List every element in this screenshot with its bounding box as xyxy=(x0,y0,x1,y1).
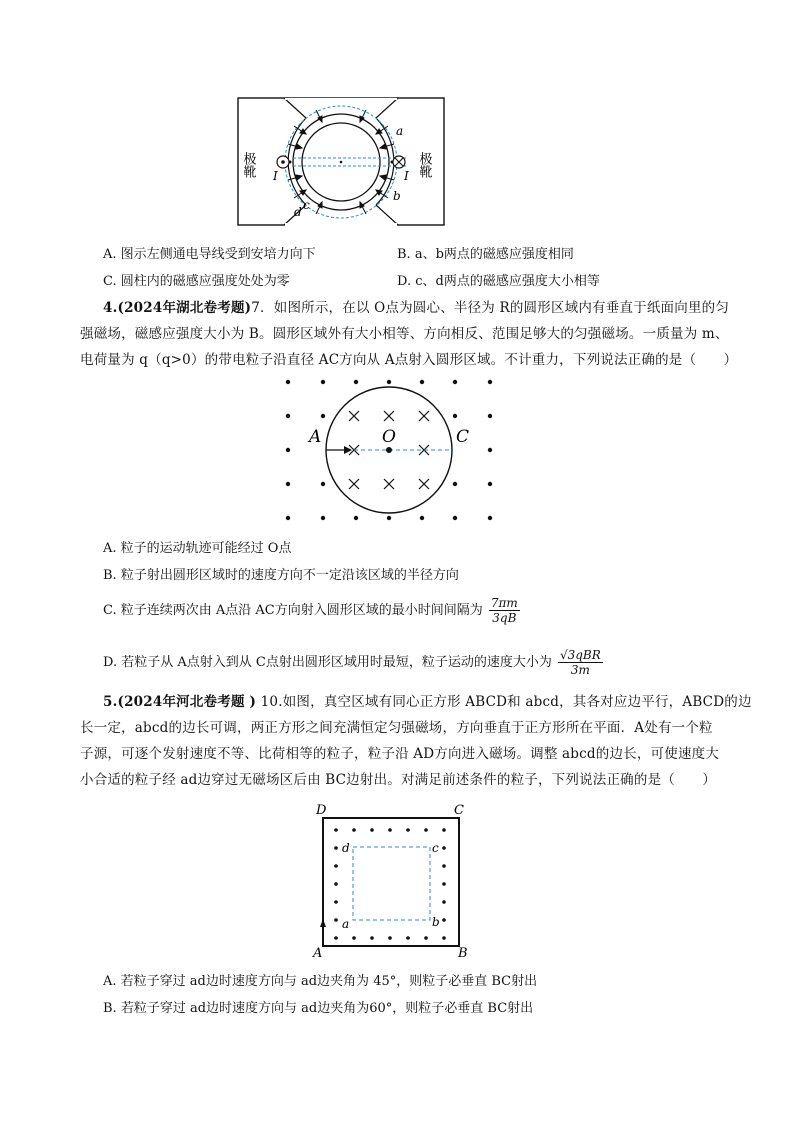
field-dot xyxy=(442,918,446,922)
field-out-dot xyxy=(387,380,391,384)
field-out-dot xyxy=(488,414,492,418)
field-out-dot xyxy=(488,448,492,452)
field-dot xyxy=(442,828,446,832)
q3-option-b[interactable]: B. a、b两点的磁感应强度相同 xyxy=(397,247,574,262)
field-out-dot xyxy=(453,380,457,384)
svg-text:d: d xyxy=(294,205,302,219)
field-out-dot xyxy=(420,516,424,520)
field-out-dot xyxy=(354,380,358,384)
svg-text:a: a xyxy=(396,124,404,138)
q5-stem-line2: 长一定，abcd的边长可调，两正方形之间充满恒定匀强磁场，方向垂直于正方形所在平面．A处有一个粒 xyxy=(80,720,713,736)
field-out-dot xyxy=(286,414,290,418)
field-dot xyxy=(424,936,428,940)
field-out-dot xyxy=(286,448,290,452)
field-dot xyxy=(352,936,356,940)
q4-option-c-fraction: $\frac{7\pi m}{3qB}$ xyxy=(490,596,518,625)
field-dot xyxy=(406,828,410,832)
field-dot xyxy=(388,936,392,940)
svg-text:O: O xyxy=(382,427,396,447)
field-dot xyxy=(442,846,446,850)
field-in-cross xyxy=(384,479,394,489)
q4-stem-line1: 4.(2024年湖北卷考题)7．如图所示，在以 O点为圆心、半径为 R的圆形区域内有垂直于纸面向里的匀 xyxy=(103,300,730,316)
field-dot xyxy=(334,918,338,922)
q5-option-a[interactable]: A. 若粒子穿过 ad边时速度方向与 ad边夹角为 45°，则粒子必垂直 BC射出 xyxy=(103,974,538,989)
field-in-cross xyxy=(349,479,359,489)
field-out-dot xyxy=(453,414,457,418)
field-out-dot xyxy=(286,482,290,486)
field-out-dot xyxy=(321,482,325,486)
field-dot xyxy=(388,828,392,832)
field-dot xyxy=(334,864,338,868)
field-out-dot xyxy=(453,516,457,520)
field-out-dot xyxy=(321,414,325,418)
field-dot xyxy=(352,828,356,832)
field-out-dot xyxy=(387,516,391,520)
field-dot xyxy=(334,846,338,850)
q5-stem-line4: 小合适的粒子经 ad边穿过无磁场区后由 BC边射出。对满足前述条件的粒子，下列说法正确的是（ ） xyxy=(80,772,717,788)
field-out-dot xyxy=(420,380,424,384)
q4-option-b[interactable]: B. 粒子射出圆形区域时的速度方向不一定沿该区域的半径方向 xyxy=(103,568,459,583)
field-out-dot xyxy=(286,380,290,384)
svg-text:A: A xyxy=(309,427,322,447)
q5-stem-line1: 5.(2024年河北卷考题 ) 10.如图，真空区域有同心正方形 ABCD和 abcd，其各对应边平行，ABCD的边 xyxy=(103,694,752,710)
field-dot xyxy=(442,936,446,940)
field-out-dot xyxy=(286,516,290,520)
q4-option-a[interactable]: A. 粒子的运动轨迹可能经过 O点 xyxy=(103,541,292,556)
field-out-dot xyxy=(488,516,492,520)
field-dot xyxy=(406,936,410,940)
figure-pole-shoe xyxy=(236,96,446,228)
field-dot xyxy=(334,828,338,832)
svg-text:C: C xyxy=(456,427,470,447)
field-out-dot xyxy=(453,482,457,486)
q4-stem-line3: 电荷量为 q（q>0）的带电粒子沿直径 AC方向从 A点射入圆形区域。不计重力，下列说法正确的是（ ） xyxy=(80,352,738,368)
q4-option-c[interactable]: C. 粒子连续两次由 A点沿 AC方向射入圆形区域的最小时间间隔为 $\frac{7\pi m}{3qB}$ xyxy=(103,596,518,625)
field-out-dot xyxy=(321,380,325,384)
field-dot xyxy=(442,882,446,886)
q4-stem-line2: 强磁场，磁感应强度大小为 B。圆形区域外有大小相等、方向相反、范围足够大的匀强磁场。一质量为 m、 xyxy=(80,326,729,342)
svg-text:b: b xyxy=(393,189,401,203)
field-in-cross xyxy=(419,411,429,421)
q3-option-d[interactable]: D. c、d两点的磁感应强度大小相等 xyxy=(397,274,600,289)
figure-circle-field xyxy=(278,372,498,528)
pole-right-label: 极靴 xyxy=(416,152,432,178)
svg-text:b: b xyxy=(432,915,440,929)
field-dot xyxy=(370,828,374,832)
field-out-dot xyxy=(488,482,492,486)
svg-text:A: A xyxy=(313,946,323,961)
figure-square-field xyxy=(308,800,478,962)
field-out-dot xyxy=(488,380,492,384)
field-dot xyxy=(334,900,338,904)
q5-stem-line3: 子源，可逐个发射速度不等、比荷相等的粒子，粒子沿 AD方向进入磁场。调整 abcd的边长，可使速度大 xyxy=(80,746,720,762)
svg-text:I: I xyxy=(404,169,409,183)
field-out-dot xyxy=(321,516,325,520)
field-in-cross xyxy=(384,411,394,421)
svg-text:c: c xyxy=(432,841,439,855)
svg-text:a: a xyxy=(342,917,350,931)
svg-text:d: d xyxy=(342,841,350,855)
svg-text:C: C xyxy=(454,803,464,818)
field-dot xyxy=(334,882,338,886)
q4-option-d-fraction: $\frac{\text{√3qBR}}{3m}$ xyxy=(559,648,601,677)
q3-option-a[interactable]: A. 图示左侧通电导线受到安培力向下 xyxy=(103,247,316,262)
svg-text:D: D xyxy=(316,803,327,818)
field-dot xyxy=(442,864,446,868)
field-in-cross xyxy=(349,411,359,421)
field-dot xyxy=(370,936,374,940)
q3-option-c[interactable]: C. 圆柱内的磁感应强度处处为零 xyxy=(103,274,290,289)
pole-left-label: 极靴 xyxy=(240,152,256,178)
field-in-cross xyxy=(419,479,429,489)
field-dot xyxy=(334,936,338,940)
field-dot xyxy=(442,900,446,904)
svg-text:I: I xyxy=(273,169,278,183)
field-dot xyxy=(424,828,428,832)
svg-text:B: B xyxy=(458,946,468,961)
q5-option-b[interactable]: B. 若粒子穿过 ad边时速度方向与 ad边夹角为60°，则粒子必垂直 BC射出 xyxy=(103,1001,534,1016)
svg-text:c: c xyxy=(303,198,310,212)
field-out-dot xyxy=(354,516,358,520)
q4-option-d[interactable]: D. 若粒子从 A点射入到从 C点射出圆形区域用时最短，粒子运动的速度大小为 $\frac{\text{√3qBR}}{3m}$ xyxy=(103,648,601,677)
